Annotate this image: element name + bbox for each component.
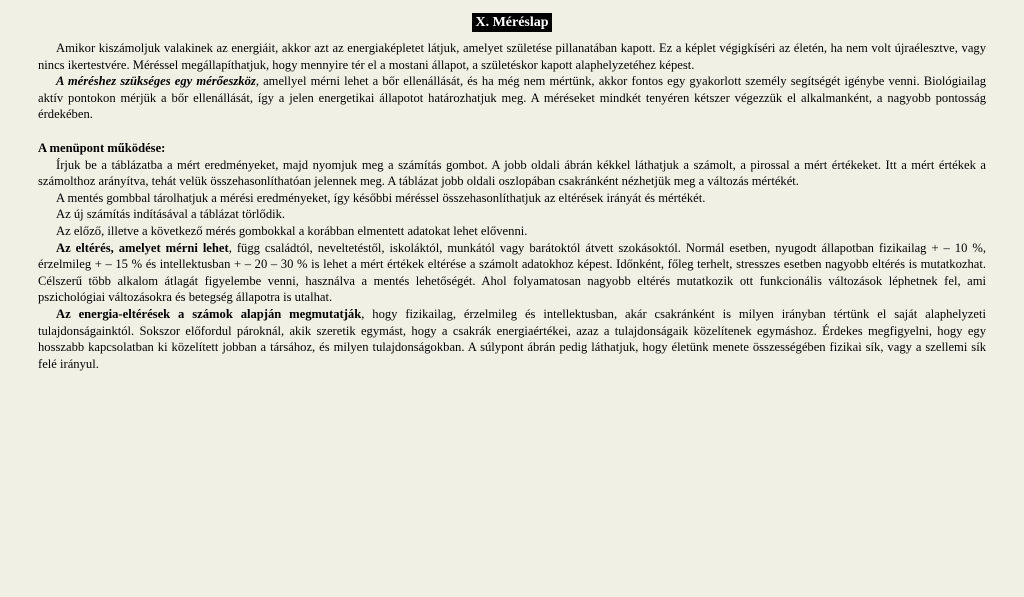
menu-paragraph-1: Írjuk be a táblázatba a mért eredményeket, majd nyomjuk meg a számítás gombot. A jobb oldali ábrán kékkel láthatjuk a számolt, a pirossal a mért értékeket. Itt a mért értékek a számolthoz arányítva, tehát velük összehasonlíthatóan jelennek meg. A táblázat jobb oldali oszlopában csakránként nézhetjük meg a változás mértékét. — [38, 157, 986, 189]
menu-paragraph-4: Az előző, illetve a következő mérés gombokkal a korábban elmentett adatokat lehet elővenni. — [56, 223, 528, 238]
menu-paragraph-6-rest: , hogy fizikailag, érzelmileg és intellektusban, akár csakránként is milyen irányban tértünk el saját alaphelyzeti tulajdonságainktól. Sokszor előfordul pároknál, akik szeretik egymást, hogy a csakrák energiaértékei, azaz a tulajdonságaik közelítenek egymáshoz. Érdekes megfigyelni, hogy egy hosszabb kapcsolatban ki közelített jobban a társához, és milyen tulajdonságokban. A súlypont ábrán pedig láthatjuk, hogy életünk menete összességében fizikai sík, vagy a szellemi sík felé irányul. — [38, 306, 986, 371]
intro-paragraph-1: Amikor kiszámoljuk valakinek az energiáit, akkor azt az energiaképletet látjuk, amelyet születése pillanatában kapott. Ez a képlet végigkíséri az életén, ha nem volt újraélesztve, vagy nincs ikertestvére. Méréssel megállapíthatjuk, hogy mennyire tér el a mostani állapot, a születéskor kapott alaphelyzetéhez képest. — [38, 41, 986, 72]
intro-paragraph-2 — [38, 73, 986, 123]
intro-paragraph-2-bold: A méréshez szükséges egy mérőeszköz — [56, 74, 256, 89]
section-spacer — [38, 123, 986, 140]
document-body — [38, 40, 986, 372]
menu-paragraph-5 — [38, 240, 986, 306]
page-title: X. Méréslap — [472, 13, 551, 32]
menu-paragraph-5-bold: Az eltérés, amelyet mérni lehet — [56, 240, 229, 255]
menu-heading: A menüpont működése: — [38, 140, 166, 155]
title-wrap — [38, 13, 986, 32]
menu-paragraph-3: Az új számítás indításával a táblázat törlődik. — [56, 207, 286, 222]
menu-paragraph-5-rest: , függ családtól, neveltetéstől, iskoláktól, munkától vagy barátoktól átvett szokásoktól. Normál esetben, nyugodt állapotban fizikailag + – 10 %, érzelmileg + – 15 % és intellektusban + – 20 – 30 % is lehet a mért értékek eltérése a számolt adatokhoz képest. Időnként, főleg terhelt, stresszes esetben nagyobb eltérés is mutatkozhat. Célszerű több alkalom átlagát figyelembe venni, használva a mentés lehetőségét. Ahol folyamatosan nagyobb eltérés mutatkozik ott funkcionális változások léphetnek fel, ami pszichológiai változásokra és betegség állapotra is utalhat. — [38, 240, 986, 305]
intro-paragraph-2-rest: , amellyel mérni lehet a bőr ellenállását, és ha még nem mértünk, akkor fontos egy gyakorlott személy segítségét igénybe venni. Biológiailag aktív pontokon mérjük a bőr ellenállását, így a jelen energetikai állapotot határozhatjuk meg. A méréseket mindkét tenyéren kétszer végezzük el alkalmanként, a nagyobb pontosság érdekében. — [38, 74, 986, 122]
menu-paragraph-6-bold: Az energia-eltérések a számok alapján megmutatják — [56, 306, 362, 321]
menu-paragraph-2: A mentés gombbal tárolhatjuk a mérési eredményeket, így későbbi méréssel összehasonlíthatjuk az eltérések irányát és mértékét. — [56, 190, 706, 205]
menu-paragraph-6 — [38, 306, 986, 372]
